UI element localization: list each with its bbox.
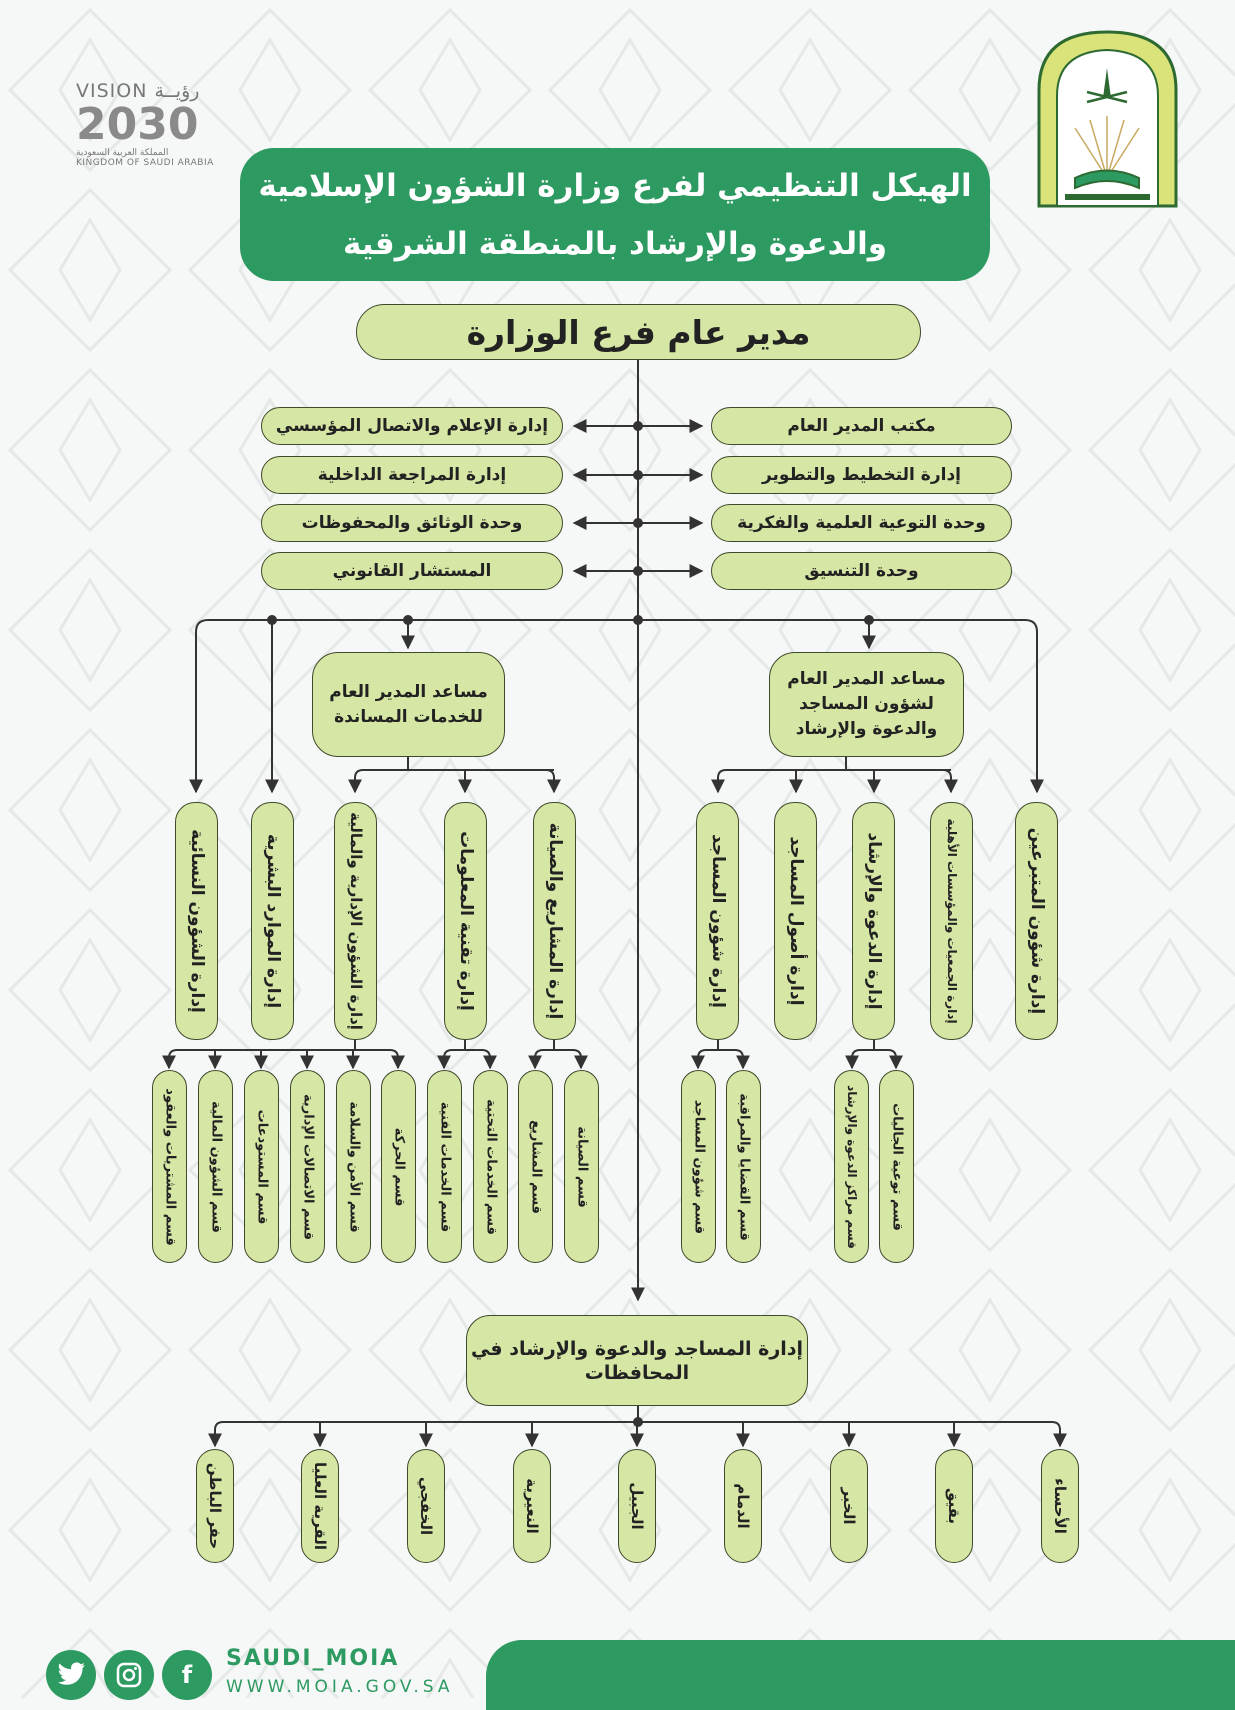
footer-handle[interactable]: SAUDI_MOIA xyxy=(226,1646,400,1671)
unit-scientific-awareness: وحدة التوعية العلمية والفكرية xyxy=(711,504,1012,542)
vision-arabic: رؤيــة xyxy=(154,80,200,102)
section-procurement xyxy=(152,1070,187,1263)
unit-planning-development: إدارة التخطيط والتطوير xyxy=(711,456,1012,494)
dept-information-technology xyxy=(444,802,487,1040)
dept-label: إدارة الجمعيات والمؤسسات الأهلية xyxy=(944,818,959,1024)
dept-mosque-affairs xyxy=(696,802,739,1040)
governorate-label: الخبر xyxy=(840,1487,858,1525)
section-label: قسم الشؤون المالية xyxy=(208,1100,223,1233)
section-label: قسم الصيانة xyxy=(574,1125,589,1208)
section-security-safety xyxy=(336,1070,371,1263)
footer-band xyxy=(486,1640,1235,1710)
governorate-hafr-albatin xyxy=(196,1449,234,1563)
section-maintenance xyxy=(564,1070,599,1263)
facebook-icon[interactable]: f xyxy=(162,1650,212,1700)
section-label: قسم الخدمات الفنية xyxy=(437,1101,452,1232)
dept-label: إدارة الموارد البشرية xyxy=(262,833,283,1009)
governorate-label: حفر الباطن xyxy=(206,1462,224,1550)
assistant-mosques-dawah: مساعد المدير العام لشؤون المساجد والدعوة والإرشاد xyxy=(769,652,964,757)
dept-donors-affairs xyxy=(1015,802,1058,1040)
section-movement xyxy=(381,1070,416,1263)
section-label: قسم الحركة xyxy=(391,1127,406,1206)
section-infrastructure-services xyxy=(473,1070,508,1263)
section-warehouses xyxy=(244,1070,279,1263)
section-projects xyxy=(518,1070,553,1263)
section-admin-communications xyxy=(290,1070,325,1263)
section-label: قسم الأمن والسلامة xyxy=(346,1100,361,1233)
section-label: قسم توعية الجاليات xyxy=(889,1102,904,1231)
instagram-icon[interactable] xyxy=(104,1650,154,1700)
governorate-khafji xyxy=(407,1449,445,1563)
footer-website[interactable]: WWW.MOIA.GOV.SA xyxy=(226,1677,454,1697)
governorate-ahsa xyxy=(1041,1449,1079,1563)
title-line-2: والدعوة والإرشاد بالمنطقة الشرقية xyxy=(342,225,888,262)
governorate-label: الأحساء xyxy=(1051,1478,1069,1534)
section-label: قسم القضايا والمراقبة xyxy=(736,1092,751,1241)
title-banner xyxy=(240,148,990,281)
governorate-label: بقيق xyxy=(945,1487,963,1525)
section-cases-monitoring xyxy=(726,1070,761,1263)
dept-label: إدارة الدعوة والإرشاد xyxy=(863,832,884,1010)
general-manager-box: مدير عام فرع الوزارة xyxy=(356,304,921,360)
assistant-support-services: مساعد المدير العام للخدمات المساندة xyxy=(312,652,505,757)
section-technical-services xyxy=(427,1070,462,1263)
section-label: قسم شؤون المساجد xyxy=(691,1099,706,1234)
unit-coordination: وحدة التنسيق xyxy=(711,552,1012,590)
unit-documents-archives: وحدة الوثائق والمحفوظات xyxy=(261,504,563,542)
vision-latin: VISION xyxy=(76,80,148,102)
dept-label: إدارة المشاريع والصيانة xyxy=(544,822,565,1020)
governorate-nairyah xyxy=(513,1449,551,1563)
unit-media-communication: إدارة الإعلام والاتصال المؤسسي xyxy=(261,407,563,445)
dept-human-resources xyxy=(251,802,294,1040)
section-label: قسم المشاريع xyxy=(528,1119,543,1214)
section-label: قسم المستودعات xyxy=(254,1109,269,1224)
governorate-jubail xyxy=(618,1449,656,1563)
section-label: قسم الاتصالات الإدارية xyxy=(300,1093,315,1240)
unit-legal-advisor: المستشار القانوني xyxy=(261,552,563,590)
governorate-label: النعيرية xyxy=(523,1478,541,1534)
governorate-label: الخفجي xyxy=(417,1476,435,1536)
vision-kingdom-en: KINGDOM OF SAUDI ARABIA xyxy=(76,158,214,168)
section-dawah-centers xyxy=(834,1070,869,1263)
dept-label: إدارة الشؤون النسائية xyxy=(186,829,207,1013)
governorate-qaryat-alulya xyxy=(301,1449,339,1563)
section-label: قسم مراكز الدعوة والإرشاد xyxy=(844,1084,859,1249)
governorate-label: الدمام xyxy=(734,1483,752,1529)
governorate-dammam xyxy=(724,1449,762,1563)
section-mosque-affairs xyxy=(681,1070,716,1263)
section-community-awareness xyxy=(879,1070,914,1263)
section-label: قسم المشتريات والعقود xyxy=(162,1087,177,1246)
section-finance xyxy=(198,1070,233,1263)
vision-kingdom-ar: المملكة العربية السعودية xyxy=(76,148,169,158)
governorate-abqaiq xyxy=(935,1449,973,1563)
vision-2030-logo xyxy=(76,80,226,175)
unit-internal-audit: إدارة المراجعة الداخلية xyxy=(261,456,563,494)
unit-general-manager-office: مكتب المدير العام xyxy=(711,407,1012,445)
dept-label: إدارة شؤون المتبرعين xyxy=(1026,827,1047,1015)
dept-label: إدارة شؤون المساجد xyxy=(707,834,728,1008)
vision-year: 2030 xyxy=(76,99,199,150)
dept-womens-affairs xyxy=(175,802,218,1040)
dept-label: إدارة تقنية المعلومات xyxy=(455,831,476,1011)
dept-label: إدارة أصول المساجد xyxy=(785,836,806,1006)
governorate-label: القرية العليا xyxy=(311,1462,329,1550)
dept-label: إدارة الشؤون الإدارية والمالية xyxy=(346,812,365,1030)
dept-dawah-guidance xyxy=(852,802,895,1040)
twitter-icon[interactable] xyxy=(46,1650,96,1700)
dept-mosque-assets xyxy=(774,802,817,1040)
governorates-administration: إدارة المساجد والدعوة والإرشاد في المحافظات xyxy=(466,1315,808,1406)
dept-associations xyxy=(930,802,973,1040)
governorate-khobar xyxy=(830,1449,868,1563)
dept-projects-maintenance xyxy=(533,802,576,1040)
title-line-1: الهيكل التنظيمي لفرع وزارة الشؤون الإسلامية xyxy=(258,167,972,204)
ministry-emblem-icon xyxy=(1035,28,1180,210)
dept-admin-finance xyxy=(334,802,377,1040)
governorate-label: الجبيل xyxy=(628,1482,646,1530)
section-label: قسم الخدمات التحتية xyxy=(483,1098,498,1235)
